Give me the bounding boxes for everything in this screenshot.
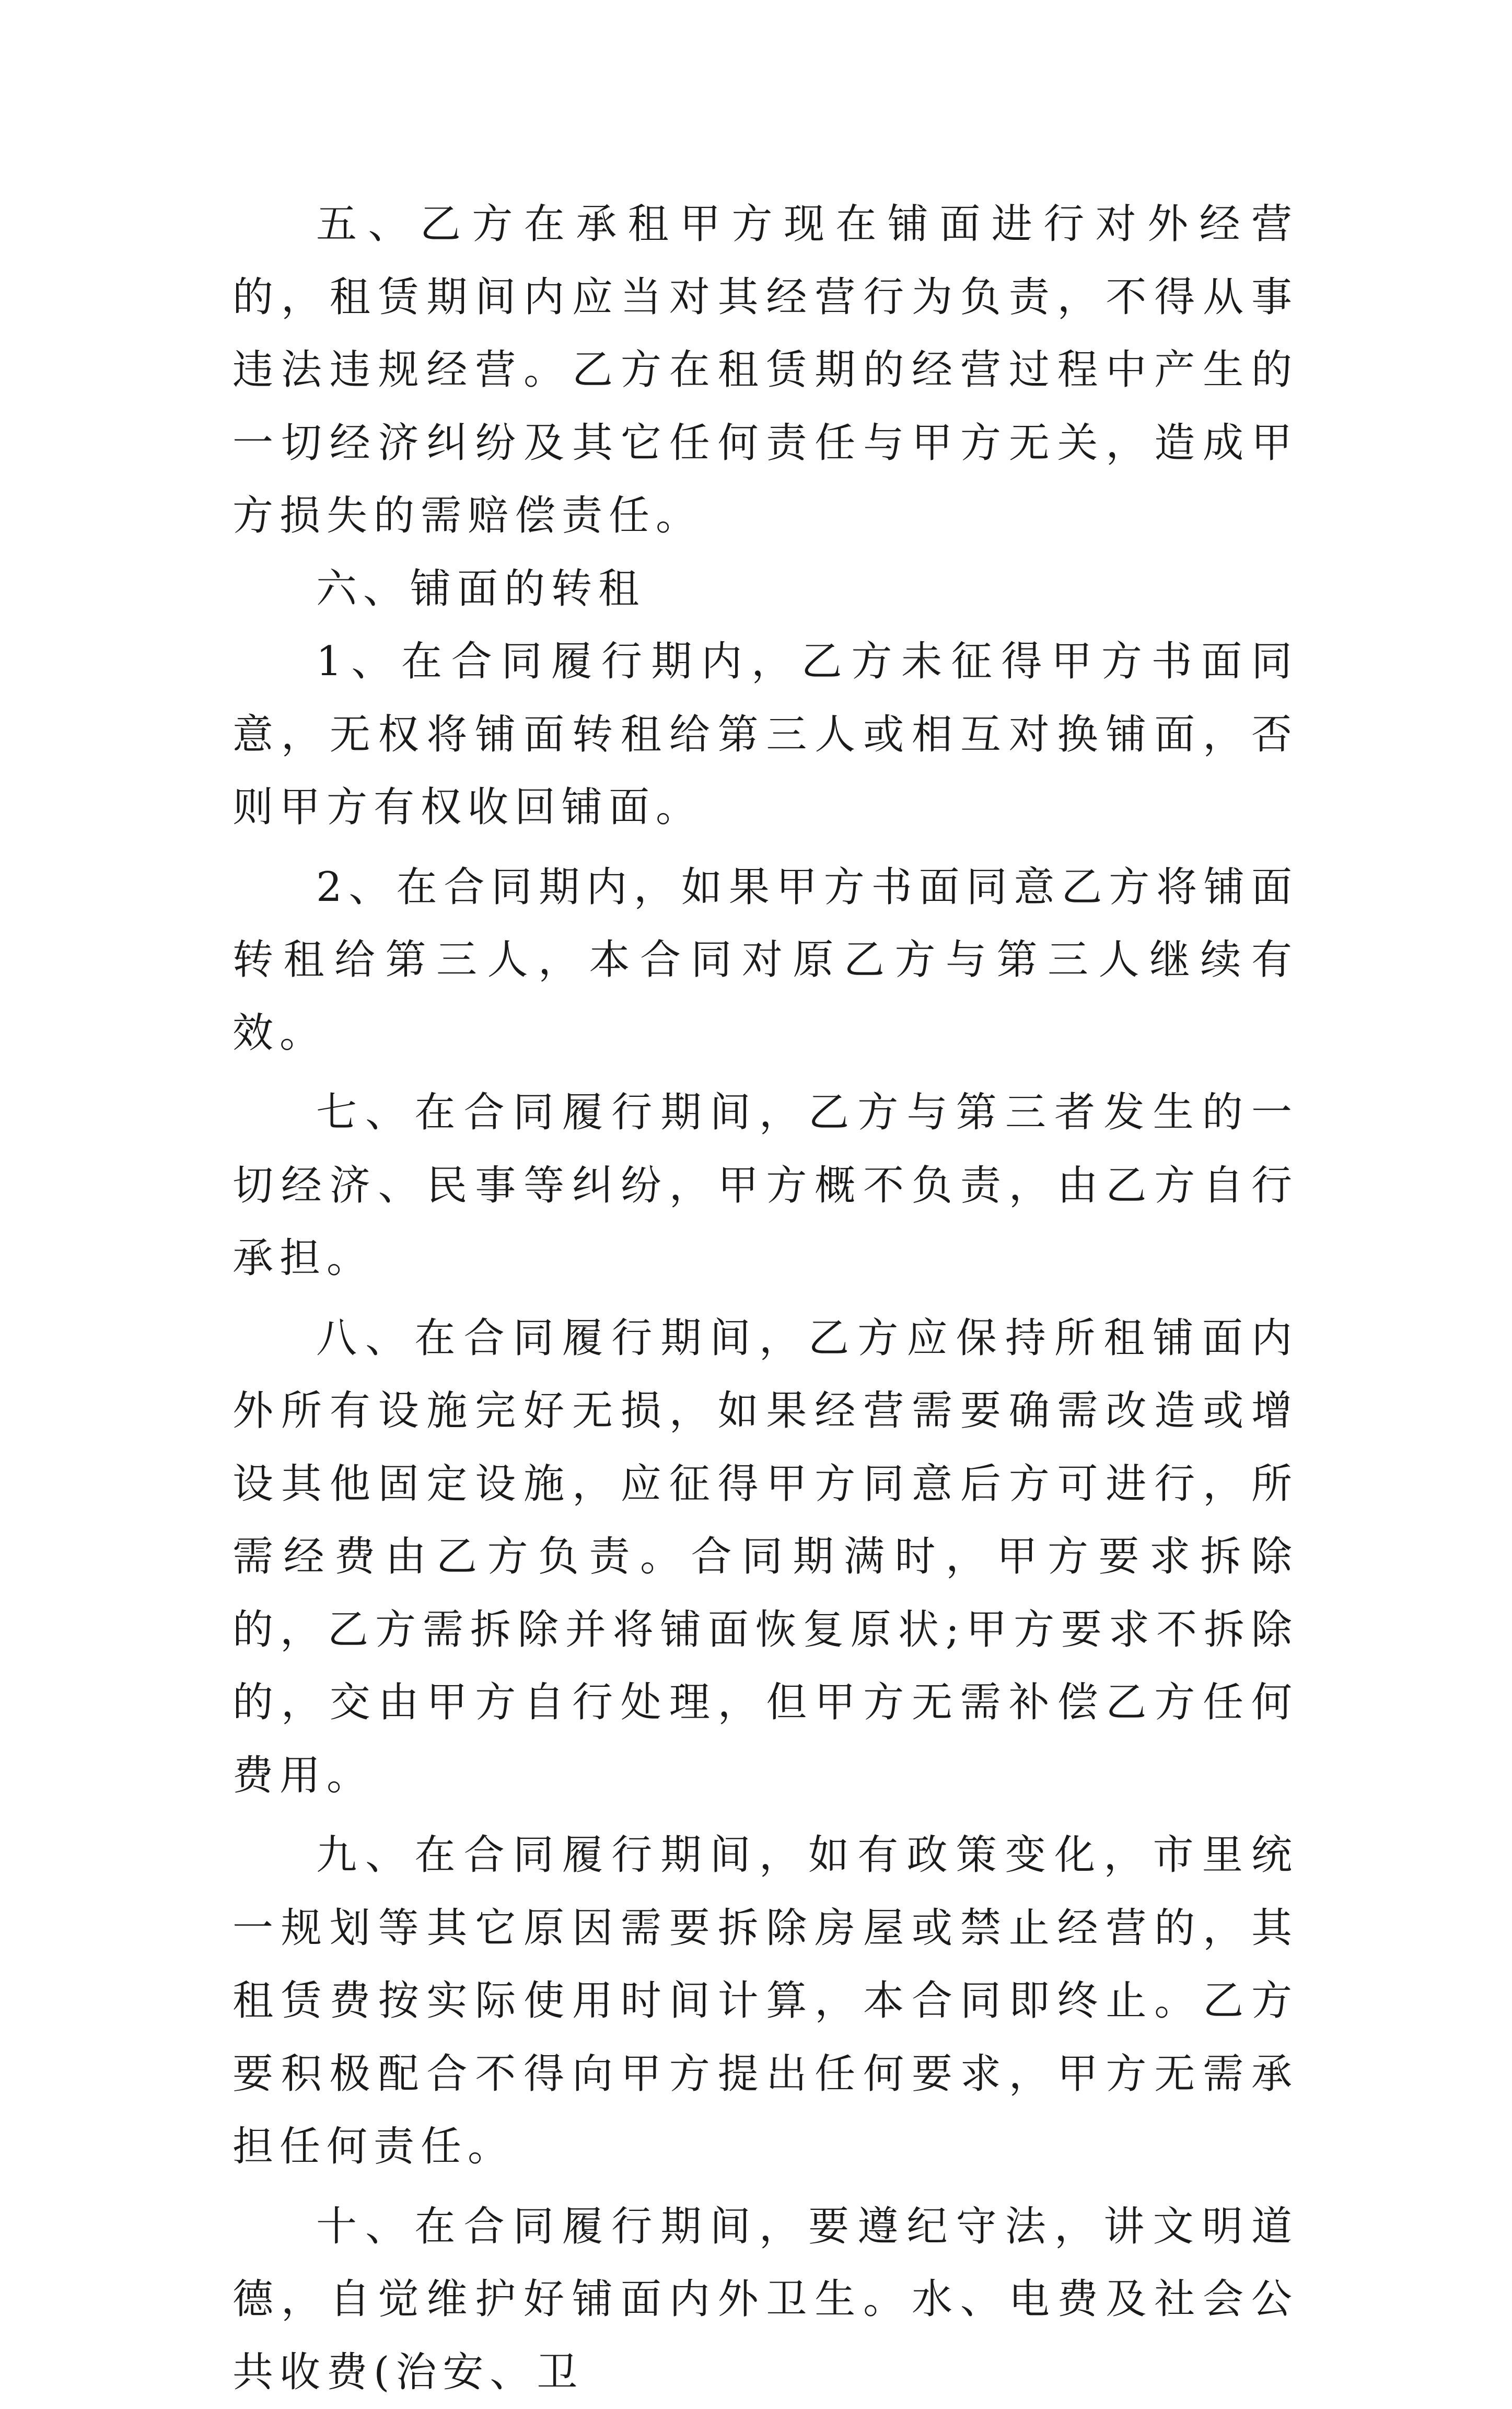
- paragraph-clause-6-item-2: 2、在合同期内，如果甲方书面同意乙方将铺面转租给第三人，本合同对原乙方与第三人继续有效。: [232, 851, 1298, 1070]
- paragraph-clause-6-item-1: 1、在合同履行期内，乙方未征得甲方书面同意，无权将铺面转租给第三人或相互对换铺面，否则甲方有权收回铺面。: [232, 626, 1298, 844]
- paragraph-clause-6-heading: 六、铺面的转租: [232, 553, 1298, 626]
- document-body: [232, 188, 1298, 2409]
- paragraph-clause-8: 八、在合同履行期间，乙方应保持所租铺面内外所有设施完好无损，如果经营需要确需改造或增设其他固定设施，应征得甲方同意后方可进行，所需经费由乙方负责。合同期满时，甲方要求拆除的，乙方需拆除并将铺面恢复原状;甲方要求不拆除的，交由甲方自行处理，但甲方无需补偿乙方任何费用。: [232, 1302, 1298, 1813]
- paragraph-clause-7: 七、在合同履行期间，乙方与第三者发生的一切经济、民事等纠纷，甲方概不负责，由乙方自行承担。: [232, 1076, 1298, 1295]
- paragraph-clause-10: 十、在合同履行期间，要遵纪守法，讲文明道德，自觉维护好铺面内外卫生。水、电费及社会公共收费(治安、卫: [232, 2191, 1298, 2409]
- paragraph-clause-5: 五、乙方在承租甲方现在铺面进行对外经营的，租赁期间内应当对其经营行为负责，不得从事违法违规经营。乙方在租赁期的经营过程中产生的一切经济纠纷及其它任何责任与甲方无关，造成甲方损失的需赔偿责任。: [232, 188, 1298, 553]
- paragraph-clause-9: 九、在合同履行期间，如有政策变化，市里统一规划等其它原因需要拆除房屋或禁止经营的，其租赁费按实际使用时间计算，本合同即终止。乙方要积极配合不得向甲方提出任何要求，甲方无需承担任何责任。: [232, 1819, 1298, 2184]
